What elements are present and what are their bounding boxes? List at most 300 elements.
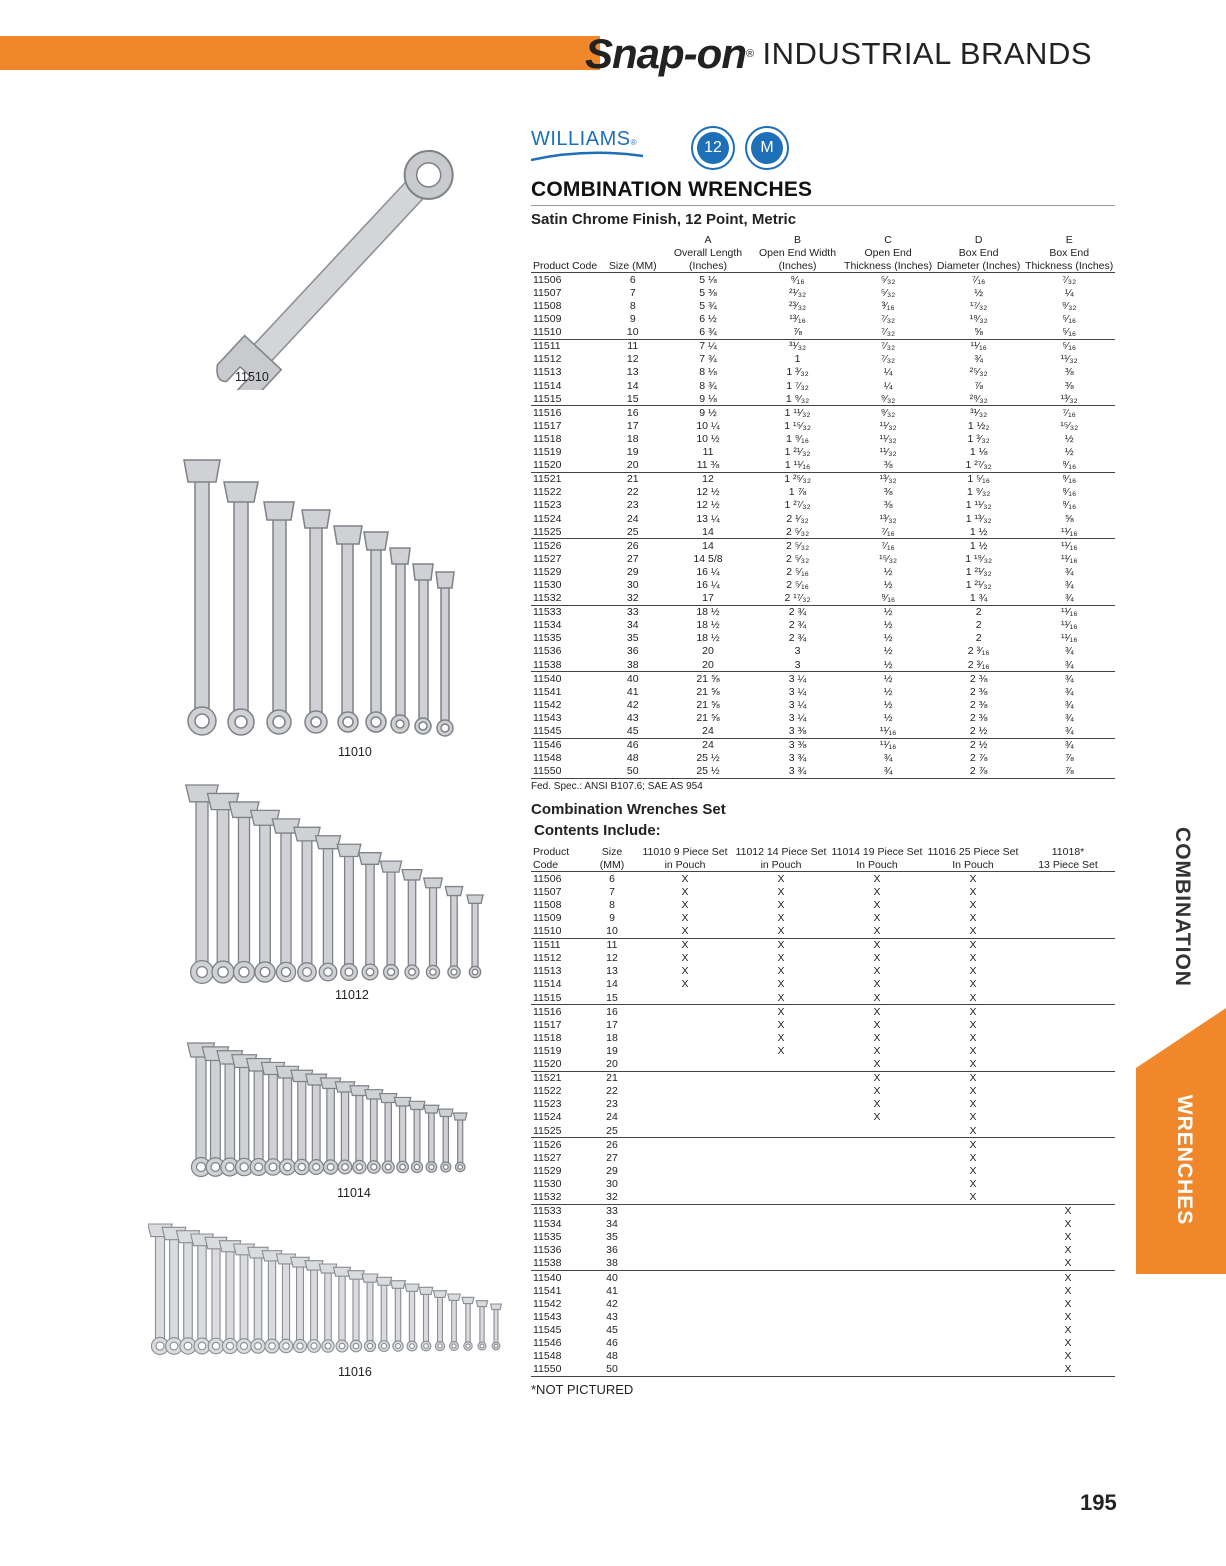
wrench-box-hole (297, 1343, 303, 1349)
value-cell: X (969, 1164, 977, 1177)
wrench-label: 11016 (338, 1365, 372, 1379)
value-cell: 2 ³⁄₁₆ (934, 658, 1024, 672)
wrench-label: 11012 (335, 988, 369, 1002)
wrench-open-end (391, 1281, 406, 1289)
value-cell: ⁷⁄₁₆ (881, 539, 895, 552)
value-cell: X (1064, 1284, 1072, 1297)
value-cell (733, 1284, 829, 1297)
value-cell (733, 1138, 829, 1152)
wrench-open-end (359, 853, 381, 865)
value-cell: X (873, 872, 881, 885)
wrench-box-hole (452, 1344, 456, 1348)
value-cell: X (925, 1124, 1021, 1138)
wrench-box-hole (480, 1344, 484, 1348)
product-code-cell: 11543 (533, 711, 562, 724)
value-cell: ⁵⁄₃₂ (880, 273, 896, 286)
value-cell: ¹³⁄₃₂ (879, 512, 897, 525)
size-cell: 42 (626, 698, 639, 711)
wrench-shape (438, 1296, 443, 1347)
product-code-cell: 11550 (531, 765, 602, 779)
metric-badge-icon (745, 126, 789, 170)
value-cell (829, 1323, 925, 1336)
value-cell: ¾ (1064, 565, 1074, 578)
value-cell (637, 1350, 733, 1363)
wrench-box-hole (260, 967, 270, 977)
product-code-cell: 11535 (533, 1231, 562, 1244)
value-cell (829, 1363, 925, 1377)
value-cell (1021, 1177, 1115, 1190)
registered-mark: ® (745, 48, 755, 60)
value-cell: X (777, 978, 785, 991)
wrench-open-end (394, 1097, 411, 1106)
value-cell: 2 ⅞ (969, 752, 988, 765)
value-cell: X (681, 885, 689, 898)
twelve-point-badge-icon (691, 126, 735, 170)
value-cell: 14 (663, 525, 753, 539)
value-cell: ¾ (974, 353, 984, 366)
product-code-cell: 11521 (533, 473, 562, 486)
value-cell (829, 1164, 925, 1177)
wrench-open-end (424, 878, 443, 888)
value-cell: ½ (883, 711, 893, 724)
value-cell: ⁷⁄₃₂ (842, 326, 934, 340)
wrench-box-hole (438, 1344, 442, 1348)
table-row (531, 1058, 1115, 1072)
wrench-open-end (453, 1113, 467, 1120)
table-row (531, 938, 1115, 952)
value-cell: 1 ¹³⁄₃₂ (965, 512, 992, 525)
wrench-box-hole (212, 1342, 219, 1349)
value-cell: ½ (842, 658, 934, 672)
size-cell: 15 (602, 392, 663, 406)
wrench-open-end (424, 1105, 439, 1113)
size-cell: 18 (606, 1031, 618, 1044)
value-cell (733, 1177, 829, 1190)
product-code-cell: 11523 (533, 1098, 562, 1111)
value-cell: X (1064, 1244, 1072, 1257)
value-cell: X (969, 1005, 977, 1018)
product-code-cell: 11517 (533, 419, 562, 432)
product-code-cell: 11516 (533, 406, 562, 419)
value-cell: X (969, 1018, 977, 1031)
value-cell: ⁷⁄₃₂ (881, 340, 896, 353)
wrench-shape (217, 805, 229, 972)
size-cell: 12 (606, 952, 618, 965)
value-cell: ⁹⁄₁₆ (1062, 486, 1077, 499)
wrench-box-hole (472, 969, 477, 974)
wrench-box-hole (367, 1343, 372, 1348)
wrench-box-hole (430, 969, 436, 975)
wrench-shape (196, 797, 208, 972)
value-cell: X (777, 1044, 785, 1057)
table-row (531, 765, 1115, 779)
value-cell: X (969, 885, 977, 898)
spec-header-top: Box End (958, 246, 999, 259)
value-cell: X (969, 1085, 977, 1098)
size-cell: 26 (606, 1138, 618, 1151)
wrench-box-hole (414, 1164, 419, 1169)
value-cell: X (1064, 1350, 1072, 1363)
value-cell: 1 ³⁄₃₂ (786, 366, 809, 379)
value-cell: 3 (794, 645, 801, 658)
value-cell (733, 1098, 829, 1111)
value-cell: 3 ¼ (788, 711, 807, 724)
value-cell: X (681, 912, 689, 925)
wrench-shape (414, 1107, 420, 1167)
size-cell: 18 (626, 432, 639, 445)
table-row (531, 698, 1115, 711)
table-row (531, 1111, 1115, 1124)
spec-header-blank (602, 246, 663, 259)
wrench-box-hole (298, 1163, 305, 1170)
wrench-box-hole (255, 1163, 263, 1171)
value-cell: ⁵⁄₁₆ (1062, 340, 1077, 353)
size-cell: 48 (626, 752, 639, 765)
value-cell (925, 1323, 1021, 1336)
value-cell (1021, 872, 1115, 886)
value-cell: 3 ¼ (788, 685, 807, 698)
value-cell: X (681, 952, 689, 965)
size-cell: 20 (602, 459, 663, 473)
value-cell (1021, 1124, 1115, 1138)
table-row (531, 1164, 1115, 1177)
value-cell (733, 1323, 829, 1336)
product-code-cell: 11525 (531, 1124, 587, 1138)
wrench-shape (196, 1053, 206, 1167)
product-code-cell: 11507 (533, 885, 562, 898)
table-row (531, 1204, 1115, 1218)
product-code-cell: 11530 (533, 578, 562, 591)
value-cell: 1 ½ (934, 525, 1024, 539)
wrench-shape (260, 821, 271, 972)
value-cell: 2 ⅞ (934, 765, 1024, 779)
size-cell: 33 (626, 606, 639, 619)
value-cell: 20 (702, 645, 714, 658)
table-row (531, 952, 1115, 965)
value-cell: X (1064, 1297, 1072, 1310)
product-code-cell: 11530 (533, 1177, 562, 1190)
product-code-cell: 11545 (531, 724, 602, 738)
product-code-cell: 11508 (533, 300, 562, 313)
wrench-box-hole (241, 1343, 248, 1350)
product-code-cell: 11510 (531, 925, 587, 939)
size-cell: 17 (626, 419, 639, 432)
product-code-cell: 11519 (533, 446, 562, 459)
product-code-cell: 11545 (533, 1323, 562, 1336)
williams-reg-mark: ® (630, 138, 637, 147)
value-cell: ½ (883, 685, 893, 698)
value-cell (925, 1310, 1021, 1323)
value-cell: ⁷⁄₃₂ (1062, 273, 1077, 286)
table-row (531, 1323, 1115, 1336)
value-cell: 2 ³⁄₁₆ (967, 645, 990, 658)
wrench-shape (325, 1271, 332, 1347)
size-cell: 30 (606, 1177, 618, 1190)
value-cell: ½ (883, 698, 893, 711)
value-cell: 6 ½ (699, 313, 717, 326)
value-cell: ⅜ (1064, 366, 1074, 379)
wrench-shape (408, 877, 415, 972)
value-cell: 21 ⅝ (696, 711, 720, 724)
value-cell (637, 1124, 733, 1138)
wrench-shape (268, 1258, 275, 1346)
value-cell (637, 1071, 733, 1085)
product-code-cell: 11543 (533, 1310, 562, 1323)
size-cell: 50 (602, 765, 663, 779)
value-cell: X (969, 1138, 977, 1151)
value-cell: ⅜ (883, 499, 893, 512)
value-cell: ⁹⁄₁₆ (1062, 499, 1077, 512)
value-cell (637, 1085, 733, 1098)
size-cell: 22 (626, 486, 639, 499)
table-row (531, 1031, 1115, 1044)
wrench-shape (238, 813, 249, 972)
value-cell: 9 ½ (699, 406, 717, 419)
value-cell: 18 ½ (696, 619, 720, 632)
wrench-shape (240, 1252, 248, 1346)
product-code-cell: 11511 (533, 340, 561, 353)
value-cell: ⁹⁄₃₂ (842, 392, 934, 406)
value-cell: ½ (883, 606, 893, 619)
table-row (531, 672, 1115, 686)
value-cell: ½ (883, 632, 893, 645)
spec-letter: A (704, 233, 712, 246)
spec-header: (Inches) (753, 259, 843, 273)
single-wrench-image (165, 145, 495, 390)
wrench-shape (451, 893, 457, 972)
size-cell: 7 (629, 286, 636, 299)
value-cell (1021, 1164, 1115, 1177)
not-pictured-note: *NOT PICTURED (531, 1382, 634, 1397)
product-code-cell: 11506 (533, 273, 562, 286)
wrench-box-hole (313, 1164, 320, 1171)
value-cell: ¹¹⁄₁₆ (879, 739, 897, 752)
table-row (531, 1218, 1115, 1231)
value-cell: 3 ⅜ (753, 724, 843, 738)
product-code-cell: 11519 (533, 1044, 562, 1057)
value-cell: 5 ¾ (699, 300, 717, 313)
product-code-cell: 11536 (533, 1244, 562, 1257)
table-row (531, 1350, 1115, 1363)
value-cell: X (681, 872, 689, 885)
product-code-cell: 11548 (533, 752, 562, 765)
table-row (531, 872, 1115, 886)
value-cell: X (969, 939, 977, 952)
table-row (531, 885, 1115, 898)
wrench-shape (429, 1111, 435, 1167)
spec-header-top: Overall Length (673, 246, 743, 259)
product-code-cell: 11510 (531, 326, 602, 340)
value-cell: ⁵⁄₁₆ (1023, 326, 1115, 340)
product-code-cell: 11529 (533, 1164, 562, 1177)
value-cell: 21 ⅝ (696, 698, 720, 711)
value-cell: X (969, 1111, 977, 1124)
table-row (531, 512, 1115, 525)
value-cell (925, 1363, 1021, 1377)
value-cell (637, 1257, 733, 1271)
value-cell (1021, 885, 1115, 898)
size-cell: 10 (602, 326, 663, 340)
spec-header: Thickness (Inches) (1025, 260, 1114, 273)
williams-swoosh-icon (531, 150, 646, 164)
value-cell (829, 1271, 925, 1285)
size-cell: 13 (606, 965, 618, 978)
set-header: (MM) (587, 858, 637, 872)
value-cell (637, 1005, 733, 1019)
product-code-cell: 11522 (533, 1085, 562, 1098)
wrench-open-end (467, 895, 483, 903)
product-code-cell: 11517 (533, 1018, 562, 1031)
product-code-cell: 11523 (533, 499, 562, 512)
size-cell: 38 (587, 1257, 637, 1271)
value-cell: ¹¹⁄₁₆ (1060, 632, 1078, 645)
size-cell: 25 (587, 1124, 637, 1138)
value-cell: 1 ½₂ (967, 419, 990, 432)
value-cell (1021, 1005, 1115, 1019)
value-cell (637, 1271, 733, 1285)
value-cell: ¹⁵⁄₃₂ (879, 552, 898, 565)
size-cell: 45 (602, 724, 663, 738)
value-cell (1021, 898, 1115, 911)
fed-spec-note: Fed. Spec.: ANSI B107.6; SAE AS 954 (531, 781, 703, 792)
size-cell: 27 (626, 552, 639, 565)
product-code-cell: 11527 (533, 552, 562, 565)
value-cell: 2 ½ (969, 739, 988, 752)
value-cell: 8 ¾ (699, 379, 717, 392)
value-cell (829, 1257, 925, 1271)
wrench-open-end (380, 861, 401, 872)
wrench-shape (353, 1277, 359, 1346)
value-cell: ¾ (1023, 658, 1115, 672)
wrench-box-hole (429, 1165, 434, 1170)
product-code-cell: 11546 (533, 739, 562, 752)
value-cell: 12 ½ (696, 486, 720, 499)
value-cell (637, 1204, 733, 1218)
value-cell: 5 ⅜ (699, 286, 717, 299)
product-code-cell: 11540 (533, 1271, 562, 1284)
value-cell: X (681, 978, 689, 991)
product-code-cell: 11542 (533, 698, 562, 711)
size-cell: 40 (606, 1271, 618, 1284)
set-header-top: Size (601, 845, 623, 858)
product-code-cell: 11536 (533, 645, 562, 658)
table-row (531, 1124, 1115, 1138)
spec-header-top: Open End (864, 246, 912, 259)
size-cell: 40 (626, 672, 639, 685)
value-cell: 2 ¾ (788, 619, 807, 632)
specification-table (531, 233, 1115, 779)
snap-on-logo: Snap-on (585, 30, 746, 77)
table-row (531, 273, 1115, 287)
wrench-box-hole (339, 1343, 345, 1349)
table-row (531, 898, 1115, 911)
wrench-box-hole (371, 1164, 377, 1170)
wrench-open-end (445, 887, 462, 896)
product-code-cell: 11509 (533, 912, 562, 925)
spec-header-top: Box End (1049, 246, 1090, 259)
value-cell: ½ (1064, 446, 1074, 459)
value-cell (637, 1310, 733, 1323)
wrench-box-hole (396, 1344, 401, 1349)
wrench-box-hole (443, 1165, 448, 1170)
value-cell (1021, 1044, 1115, 1057)
size-cell: 29 (606, 1164, 618, 1177)
size-cell: 6 (609, 872, 615, 885)
value-cell (637, 1044, 733, 1057)
value-cell: X (873, 1031, 881, 1044)
value-cell: 14 (702, 539, 714, 552)
value-cell: X (777, 965, 785, 978)
table-row (531, 1005, 1115, 1019)
value-cell: ½ (883, 565, 893, 578)
value-cell (733, 1231, 829, 1244)
spec-letter: E (1065, 233, 1073, 246)
wrench-shape (327, 1086, 335, 1168)
set-section-subtitle: Contents Include: (534, 822, 661, 839)
wrench-shape (297, 1264, 304, 1346)
value-cell: 10 ½ (696, 432, 720, 445)
value-cell: ⁷⁄₃₂ (881, 353, 896, 366)
size-cell: 50 (587, 1363, 637, 1377)
table-row (531, 965, 1115, 978)
product-code-cell: 11527 (533, 1151, 562, 1164)
value-cell: ½ (1064, 432, 1074, 445)
value-cell: 11 (702, 446, 714, 459)
product-code-cell: 11540 (533, 672, 562, 685)
value-cell (829, 1138, 925, 1152)
value-cell (829, 1310, 925, 1323)
value-cell: X (777, 939, 785, 952)
set-contents-table-body (531, 872, 1115, 1377)
value-cell (733, 1124, 829, 1138)
size-cell: 36 (606, 1244, 618, 1257)
table-row (531, 1098, 1115, 1111)
value-cell (733, 1111, 829, 1124)
product-code-cell: 11508 (533, 898, 562, 911)
wrench-set-25-image (148, 1218, 513, 1360)
wrench-open-end (433, 1291, 446, 1298)
value-cell: 1 ¹¹⁄₃₂ (784, 406, 811, 419)
size-cell: 35 (606, 1231, 618, 1244)
value-cell: X (873, 898, 881, 911)
value-cell: 1 ²⁷⁄₃₂ (934, 459, 1024, 473)
wrench-box-hole (356, 1164, 362, 1170)
table-row (531, 991, 1115, 1005)
value-cell: 2 ¹⁄₃₂ (786, 512, 809, 525)
wrench-label: 11014 (337, 1186, 371, 1200)
size-cell: 24 (606, 1111, 618, 1124)
value-cell: 1 ½ (969, 539, 988, 552)
product-code-cell: 11538 (531, 658, 602, 672)
value-cell (1021, 1071, 1115, 1085)
value-cell: ¾ (1023, 724, 1115, 738)
product-code-cell: 11515 (531, 991, 587, 1005)
value-cell (1021, 1058, 1115, 1072)
spec-letter: D (974, 233, 983, 246)
wrench-shape (282, 1261, 289, 1346)
value-cell: ¾ (1064, 578, 1074, 591)
size-cell: 14 (606, 978, 618, 991)
value-cell: ²³⁄₃₂ (788, 300, 807, 313)
value-cell: X (873, 939, 881, 952)
value-cell: X (969, 912, 977, 925)
product-code-cell: 11524 (533, 512, 562, 525)
table-row (531, 1336, 1115, 1349)
wrench-shape (211, 1057, 221, 1167)
spec-header: Product Code (531, 259, 602, 273)
value-cell: 2 ⅜ (969, 685, 988, 698)
value-cell: ¹¹⁄₁₆ (1060, 552, 1078, 565)
